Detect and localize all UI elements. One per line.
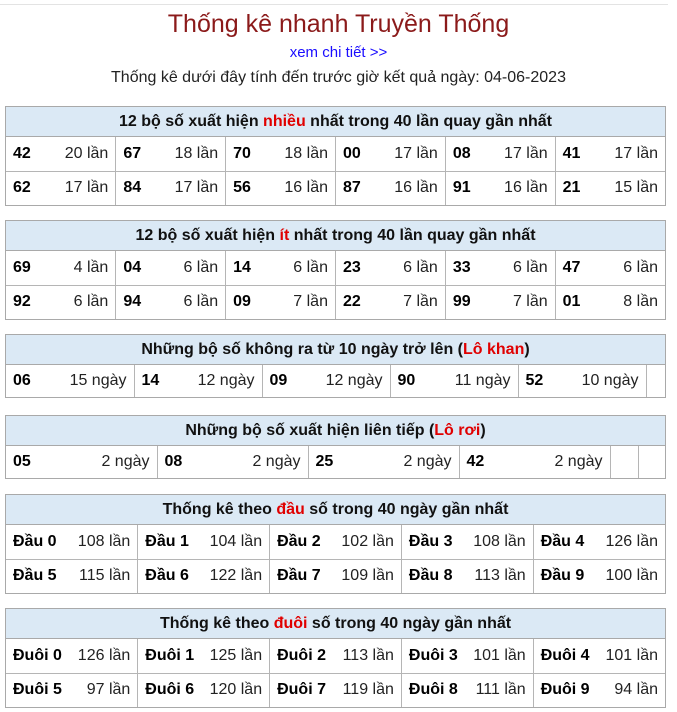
stat-cell <box>226 285 336 319</box>
stat-count: 17 lần <box>64 179 109 197</box>
stat-number: 08 <box>452 144 471 162</box>
stat-number: Đuôi 6 <box>145 681 195 699</box>
stat-count: 11 ngày <box>454 372 511 389</box>
stat-number: Đầu 3 <box>408 532 453 550</box>
stat-count: 6 lần <box>73 293 109 311</box>
stat-number: 62 <box>13 179 31 197</box>
stat-count: 17 lần <box>174 179 219 197</box>
stat-cell <box>533 673 665 707</box>
stat-count: 6 lần <box>512 258 548 276</box>
stat-count: 17 lần <box>504 144 548 162</box>
stat-cell <box>459 446 610 478</box>
stat-number: 91 <box>452 179 471 197</box>
stat-number: 69 <box>13 258 31 276</box>
stat-cell <box>401 559 533 593</box>
stat-count: 101 lần <box>473 646 526 664</box>
stat-count: 6 lần <box>183 258 219 276</box>
stat-count: 122 lần <box>209 567 263 585</box>
stat-count: 104 lần <box>209 532 263 550</box>
table-row <box>6 137 665 171</box>
stat-count: 97 lần <box>86 681 131 699</box>
stat-number: 21 <box>562 179 581 197</box>
stat-cell <box>445 137 555 171</box>
empty-cell <box>646 365 667 397</box>
stat-cell <box>138 639 270 673</box>
table-row <box>6 171 665 205</box>
stat-number: 01 <box>562 293 581 311</box>
stat-cell <box>270 525 402 559</box>
stat-count: 115 lần <box>78 567 131 585</box>
stat-number: 33 <box>452 258 471 276</box>
stat-number: 42 <box>466 453 485 470</box>
stat-number: Đầu 0 <box>13 532 57 550</box>
stat-cell <box>6 365 134 397</box>
stat-cell <box>157 446 308 478</box>
stat-cell <box>308 446 459 478</box>
duoi-header: Thống kê theo đuôi số trong 40 ngày gần nhất <box>6 609 665 639</box>
stat-cell <box>6 673 138 707</box>
stat-count: 8 lần <box>623 293 658 311</box>
stat-count: 108 lần <box>473 532 526 550</box>
page-title: Thống kê nhanh Truyền Thống <box>167 10 510 38</box>
stat-cell <box>138 525 270 559</box>
stat-cell <box>335 251 445 285</box>
stat-number: Đuôi 0 <box>13 646 62 664</box>
stat-count: 7 lần <box>403 293 438 311</box>
stat-count: 101 lần <box>605 646 658 664</box>
stat-cell <box>6 559 138 593</box>
stat-count: 17 lần <box>394 144 438 162</box>
stat-number: Đuôi 2 <box>277 646 326 664</box>
stat-cell <box>138 673 270 707</box>
stat-cell <box>134 365 262 397</box>
stat-cell <box>555 171 665 205</box>
stat-number: 90 <box>397 372 416 389</box>
stat-number: 04 <box>123 258 142 276</box>
stat-number: Đuôi 5 <box>13 681 62 699</box>
stat-count: 16 lần <box>284 179 328 197</box>
stat-cell <box>401 525 533 559</box>
stat-number: 47 <box>562 258 581 276</box>
stat-cell <box>270 639 402 673</box>
stat-cell <box>401 639 533 673</box>
stat-number: 94 <box>123 293 142 311</box>
stat-number: 09 <box>233 293 251 311</box>
stat-count: 15 lần <box>614 179 658 197</box>
stat-cell <box>533 639 665 673</box>
stat-number: 41 <box>562 144 581 162</box>
stat-count: 4 lần <box>73 258 109 276</box>
stat-count: 6 lần <box>623 258 658 276</box>
stat-number: 56 <box>233 179 251 197</box>
stat-number: 70 <box>233 144 251 162</box>
least-frequent-panel <box>5 220 666 320</box>
stat-cell <box>390 365 518 397</box>
stat-number: 99 <box>452 293 471 311</box>
stat-count: 2 ngày <box>252 453 301 470</box>
table-row <box>6 365 667 397</box>
stat-number: Đuôi 8 <box>408 681 458 699</box>
stat-cell <box>401 673 533 707</box>
stat-cell <box>445 285 555 319</box>
stat-number: 23 <box>342 258 361 276</box>
stat-count: 7 lần <box>293 293 328 311</box>
stat-count: 15 ngày <box>69 372 127 389</box>
most-frequent-table <box>6 137 665 205</box>
table-row <box>6 559 665 593</box>
stat-number: Đuôi 3 <box>408 646 458 664</box>
stat-number: Đầu 8 <box>408 567 453 585</box>
stat-count: 20 lần <box>64 144 109 162</box>
dau-table <box>6 525 665 593</box>
stat-count: 113 lần <box>342 646 394 664</box>
stat-count: 109 lần <box>341 567 394 585</box>
stat-number: 92 <box>13 293 31 311</box>
stat-cell <box>533 559 665 593</box>
empty-cell <box>610 446 638 478</box>
stat-cell <box>6 137 116 171</box>
stat-number: Đuôi 7 <box>277 681 326 699</box>
stat-number: 52 <box>525 372 544 389</box>
most-frequent-panel <box>5 106 666 206</box>
stat-number: Đuôi 9 <box>540 681 590 699</box>
duoi-table <box>6 639 665 707</box>
lo-khan-table <box>6 365 667 397</box>
stat-count: 6 lần <box>183 293 219 311</box>
stat-count: 100 lần <box>605 567 658 585</box>
stat-count: 6 lần <box>403 258 438 276</box>
stat-count: 16 lần <box>394 179 438 197</box>
stat-number: Đuôi 1 <box>145 646 195 664</box>
stat-number: Đầu 4 <box>540 532 585 550</box>
dau-header: Thống kê theo đầu số trong 40 ngày gần nhất <box>6 495 665 525</box>
stat-count: 125 lần <box>209 646 263 664</box>
stat-count: 120 lần <box>209 681 263 699</box>
stat-count: 102 lần <box>341 532 394 550</box>
stat-number: Đầu 1 <box>145 532 189 550</box>
stat-number: 14 <box>141 372 160 389</box>
stat-count: 12 ngày <box>197 372 255 389</box>
stat-count: 2 ngày <box>554 453 603 470</box>
stat-cell <box>116 251 226 285</box>
stat-cell <box>533 525 665 559</box>
stat-cell <box>335 285 445 319</box>
stat-number: 14 <box>233 258 251 276</box>
stat-cell <box>226 251 336 285</box>
stat-cell <box>226 137 336 171</box>
page-subtitle: Thống kê dưới đây tính đến trước giờ kết quả ngày: 04-06-2023 <box>111 69 566 86</box>
table-row <box>6 525 665 559</box>
stat-cell <box>555 137 665 171</box>
stat-count: 111 lần <box>475 681 526 699</box>
stat-number: 84 <box>123 179 142 197</box>
most-frequent-header: 12 bộ số xuất hiện nhiều nhất trong 40 lần quay gần nhất <box>6 107 665 137</box>
stat-count: 126 lần <box>605 532 658 550</box>
stat-count: 2 ngày <box>101 453 150 470</box>
stat-cell <box>6 525 138 559</box>
stat-number: Đầu 9 <box>540 567 585 585</box>
duoi-panel <box>5 608 666 708</box>
lo-khan-panel <box>5 334 666 398</box>
stat-cell <box>116 285 226 319</box>
stat-number: 42 <box>13 144 31 162</box>
lo-khan-header: Những bộ số không ra từ 10 ngày trở lên (Lô khan) <box>6 335 665 365</box>
stat-cell <box>555 251 665 285</box>
stat-number: 09 <box>269 372 288 389</box>
stat-cell <box>445 171 555 205</box>
stat-cell <box>262 365 390 397</box>
stat-number: Đuôi 4 <box>540 646 590 664</box>
table-row <box>6 251 665 285</box>
stat-count: 6 lần <box>293 258 328 276</box>
stat-cell <box>226 171 336 205</box>
stat-cell <box>335 171 445 205</box>
stat-number: Đầu 6 <box>145 567 189 585</box>
stat-count: 126 lần <box>77 646 131 664</box>
stat-cell <box>138 559 270 593</box>
stat-cell <box>518 365 646 397</box>
stat-number: 05 <box>13 453 31 470</box>
stat-number: 08 <box>164 453 183 470</box>
stat-cell <box>6 639 138 673</box>
stat-count: 12 ngày <box>325 372 383 389</box>
stat-count: 17 lần <box>614 144 658 162</box>
lo-roi-panel <box>5 415 666 479</box>
stat-cell <box>6 251 116 285</box>
stat-cell <box>6 285 116 319</box>
top-divider <box>0 4 668 5</box>
stat-count: 94 lần <box>614 681 658 699</box>
stat-count: 18 lần <box>174 144 219 162</box>
stat-count: 7 lần <box>512 293 548 311</box>
table-row <box>6 446 667 478</box>
stat-cell <box>445 251 555 285</box>
stat-count: 113 lần <box>474 567 526 585</box>
lo-roi-header: Những bộ số xuất hiện liên tiếp (Lô rơi) <box>6 416 665 446</box>
stat-cell <box>116 171 226 205</box>
stat-number: 25 <box>315 453 334 470</box>
stat-number: 00 <box>342 144 361 162</box>
least-frequent-header: 12 bộ số xuất hiện ít nhất trong 40 lần quay gần nhất <box>6 221 665 251</box>
table-row <box>6 285 665 319</box>
stat-count: 16 lần <box>504 179 548 197</box>
lo-roi-table <box>6 446 667 478</box>
stat-count: 18 lần <box>284 144 328 162</box>
stat-number: 06 <box>13 372 31 389</box>
stat-count: 119 lần <box>342 681 394 699</box>
stat-cell <box>6 171 116 205</box>
stat-number: Đầu 7 <box>277 567 321 585</box>
stat-number: Đầu 2 <box>277 532 321 550</box>
stat-cell <box>555 285 665 319</box>
stat-count: 2 ngày <box>403 453 452 470</box>
view-details-link[interactable]: xem chi tiết >> <box>289 44 388 61</box>
stat-number: 87 <box>342 179 361 197</box>
dau-panel <box>5 494 666 594</box>
stat-cell <box>116 137 226 171</box>
stat-count: 108 lần <box>77 532 131 550</box>
table-row <box>6 639 665 673</box>
stat-cell <box>6 446 157 478</box>
stat-number: 22 <box>342 293 361 311</box>
stat-cell <box>270 673 402 707</box>
stat-cell <box>335 137 445 171</box>
table-row <box>6 673 665 707</box>
stat-number: 67 <box>123 144 142 162</box>
least-frequent-table <box>6 251 665 319</box>
stat-cell <box>270 559 402 593</box>
stat-count: 10 ngày <box>581 372 639 389</box>
empty-cell <box>638 446 667 478</box>
stat-number: Đầu 5 <box>13 567 57 585</box>
